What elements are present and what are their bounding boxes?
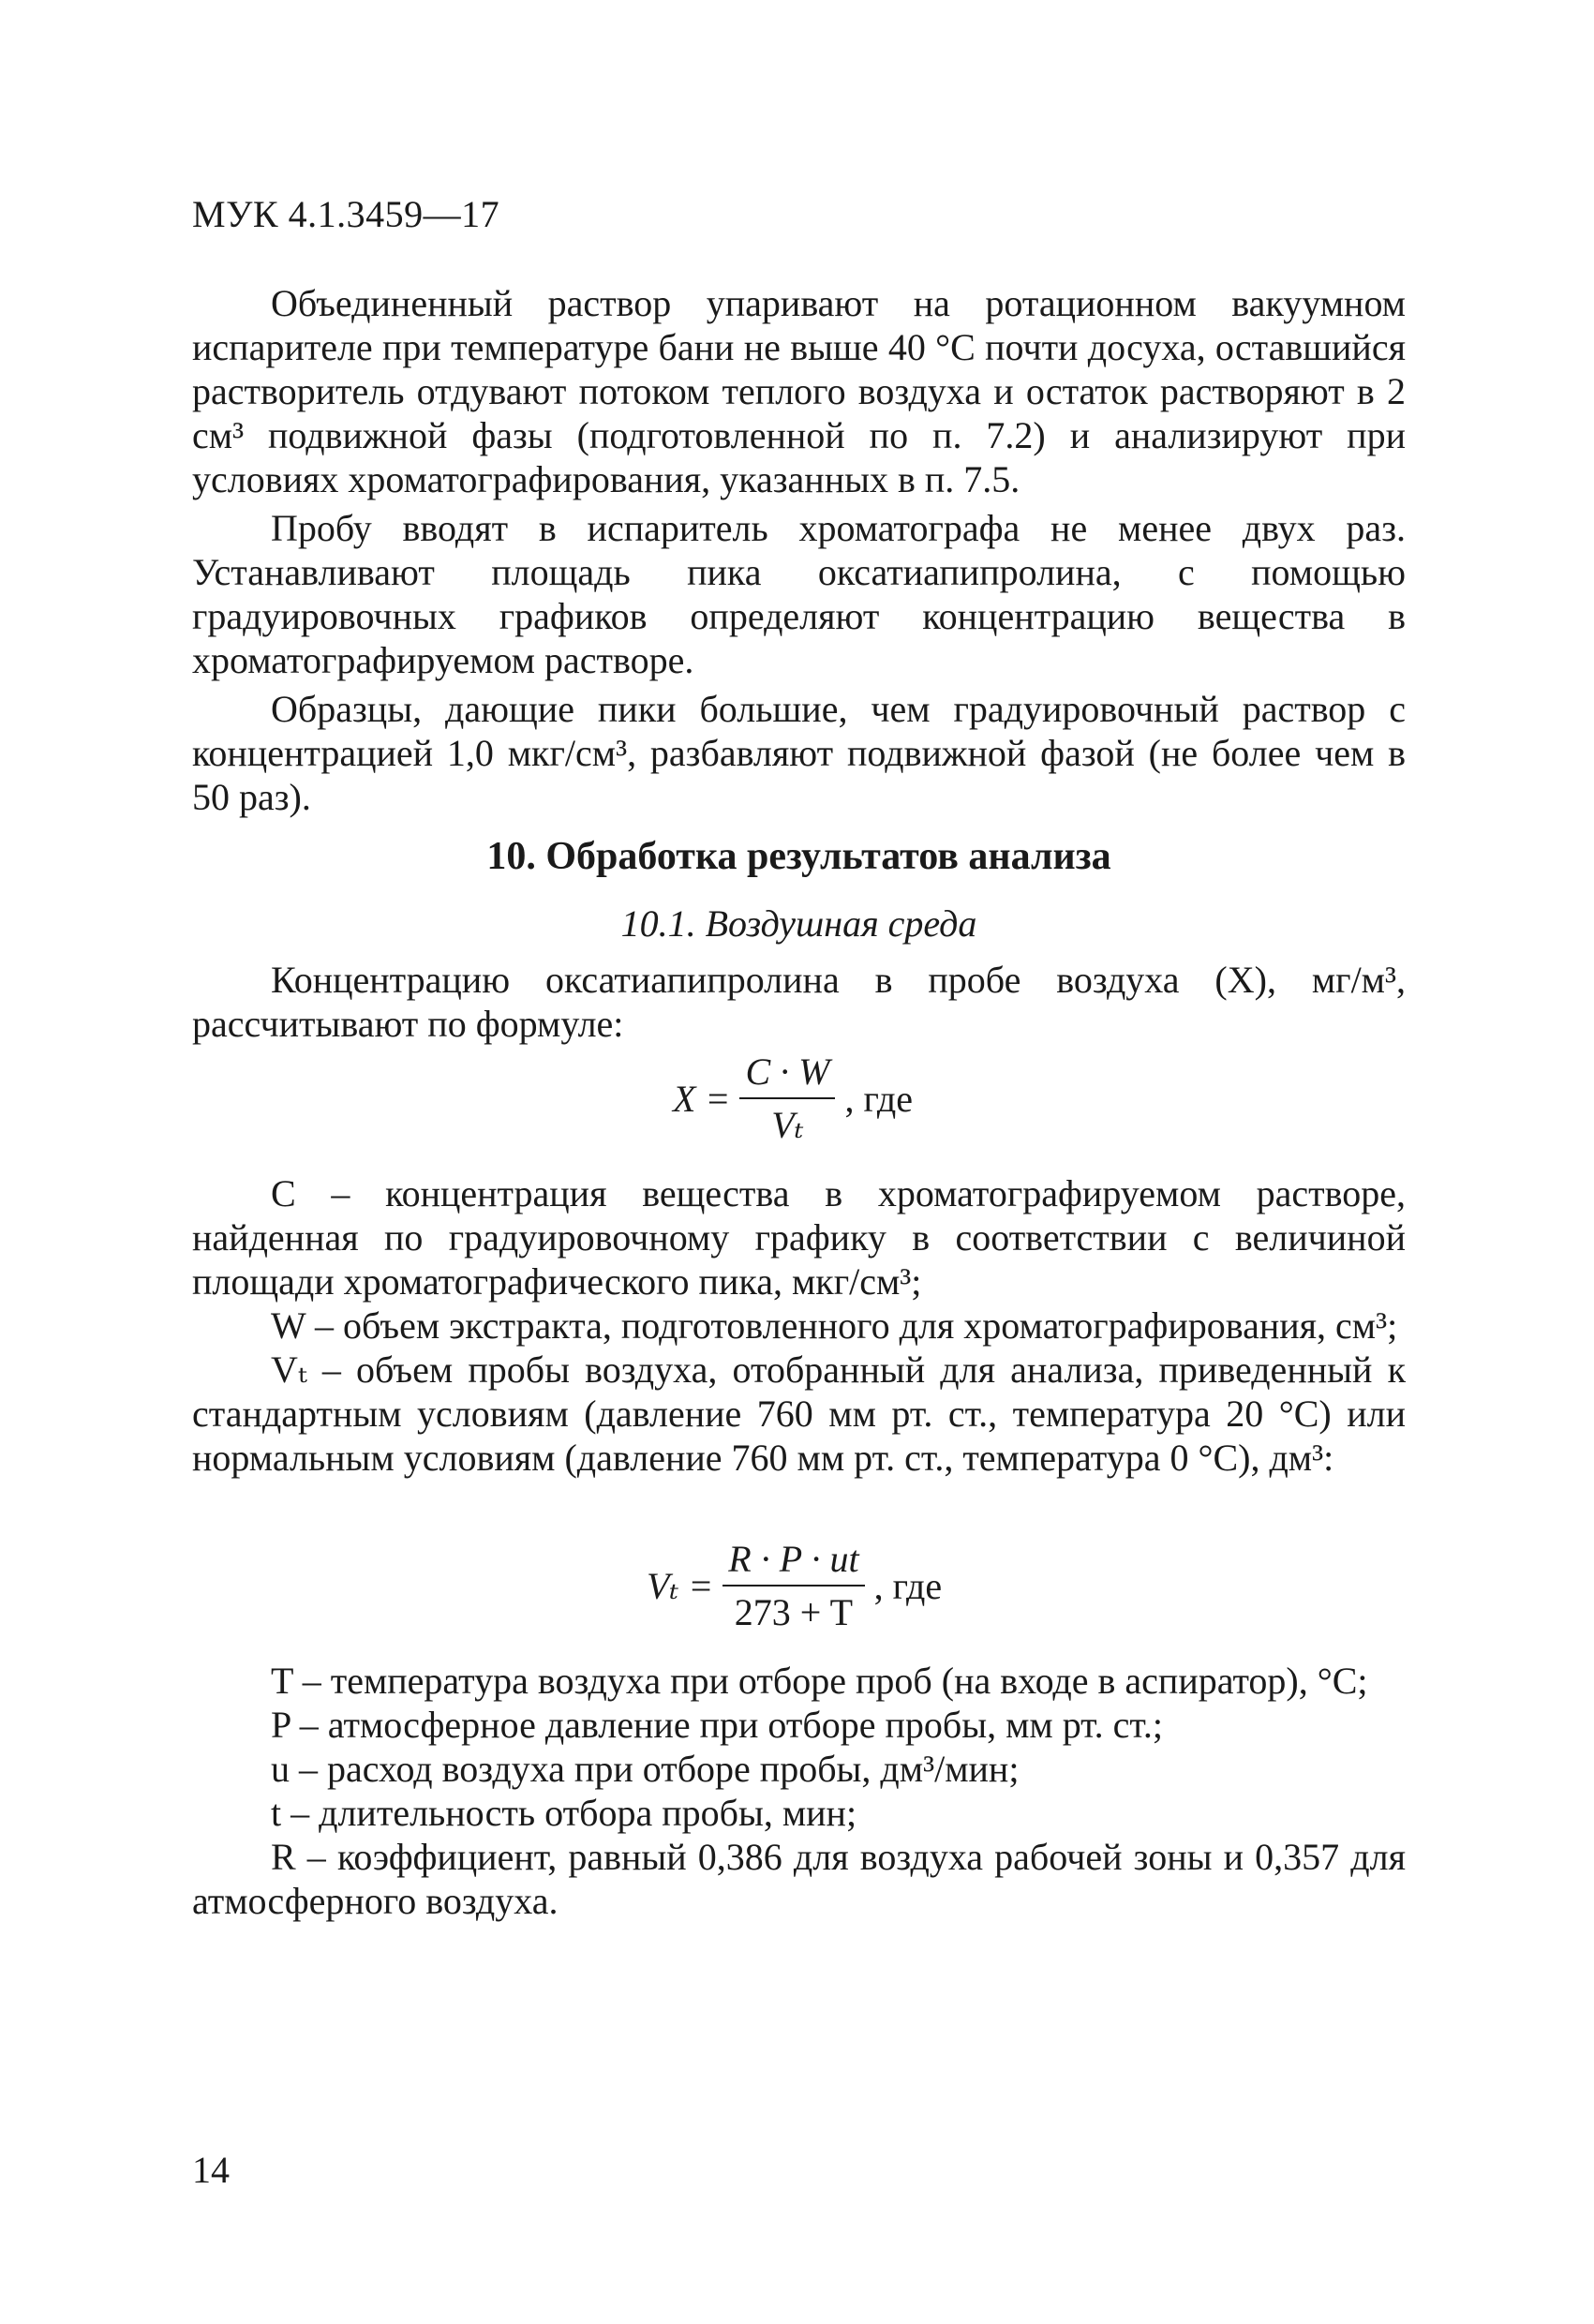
fraction-denominator: 273 + T xyxy=(734,1591,854,1633)
definition-u: u – расход воздуха при отборе пробы, дм³/мин; xyxy=(271,1748,1020,1790)
definition-c: C – концентрация вещества в хроматографируемом растворе, найденная по градуировочному графику в соответствии с величиной площади хроматографического пика, мкг/см³; xyxy=(192,1172,1406,1303)
section-heading: 10. Обработка результатов анализа xyxy=(486,835,1111,878)
formula-lhs: X = xyxy=(673,1077,731,1120)
formula-suffix: , где xyxy=(844,1077,913,1120)
paragraph: Пробу вводят в испаритель хроматографа не менее двух раз. Устанавливают площадь пика оксатиапипролина, с помощью градуировочных графиков определяют концентрацию вещества в хроматографируемом растворе. xyxy=(192,507,1406,681)
formula-x xyxy=(673,1050,913,1147)
intro-text xyxy=(192,281,1406,819)
definition-p: P – атмосферное давление при отборе пробы, мм рт. ст.; xyxy=(271,1704,1163,1746)
definition-w: W – объем экстракта, подготовленного для хроматографирования, см³; xyxy=(271,1304,1398,1347)
fraction-numerator: C · W xyxy=(739,1050,835,1099)
definitions-2 xyxy=(192,1659,1406,1923)
paragraph: Объединенный раствор упаривают на ротационном вакуумном испарителе при температуре бани не выше 40 °С почти досуха, оставшийся растворитель отдувают потоком теплого воздуха и остаток растворяют в 2 см³ подвижной фазы (подготовленной по п. 7.2) и анализируют при условиях хроматографирования, указанных в п. 7.5. xyxy=(192,282,1406,500)
definitions-1 xyxy=(192,1171,1406,1480)
formula-suffix: , где xyxy=(873,1564,943,1607)
formula-lhs: Vₜ = xyxy=(647,1564,714,1607)
running-head: МУК 4.1.3459—17 xyxy=(192,193,500,235)
definition-t: T – температура воздуха при отборе проб (на входе в аспиратор), °С; xyxy=(271,1660,1368,1702)
definition-r: R – коэффициент, равный 0,386 для воздуха рабочей зоны и 0,357 для атмосферного воздуха. xyxy=(192,1836,1406,1922)
section-subheading: 10.1. Воздушная среда xyxy=(620,902,977,945)
page-number: 14 xyxy=(192,2149,230,2191)
fraction-denominator: Vₜ xyxy=(771,1104,804,1146)
definition-t-duration: t – длительность отбора пробы, мин; xyxy=(271,1792,857,1834)
fraction xyxy=(739,1050,835,1147)
fraction xyxy=(723,1537,864,1634)
formula-vt xyxy=(647,1537,942,1634)
paragraph: Концентрацию оксатиапипролина в пробе воздуха (Х), мг/м³, рассчитывают по формуле: xyxy=(192,959,1406,1045)
fraction-numerator: R · P · ut xyxy=(723,1537,864,1587)
paragraph: Образцы, дающие пики большие, чем градуировочный раствор с концентрацией 1,0 мкг/см³, разбавляют подвижной фазой (не более чем в 50 раз). xyxy=(192,688,1406,818)
definition-vt: Vₜ – объем пробы воздуха, отобранный для анализа, приведенный к стандартным условиям (давление 760 мм рт. ст., температура 20 °С) или нормальным условиям (давление 760 мм рт. ст., температура 0 °С), дм³: xyxy=(192,1348,1406,1479)
lead-text xyxy=(192,958,1406,1046)
